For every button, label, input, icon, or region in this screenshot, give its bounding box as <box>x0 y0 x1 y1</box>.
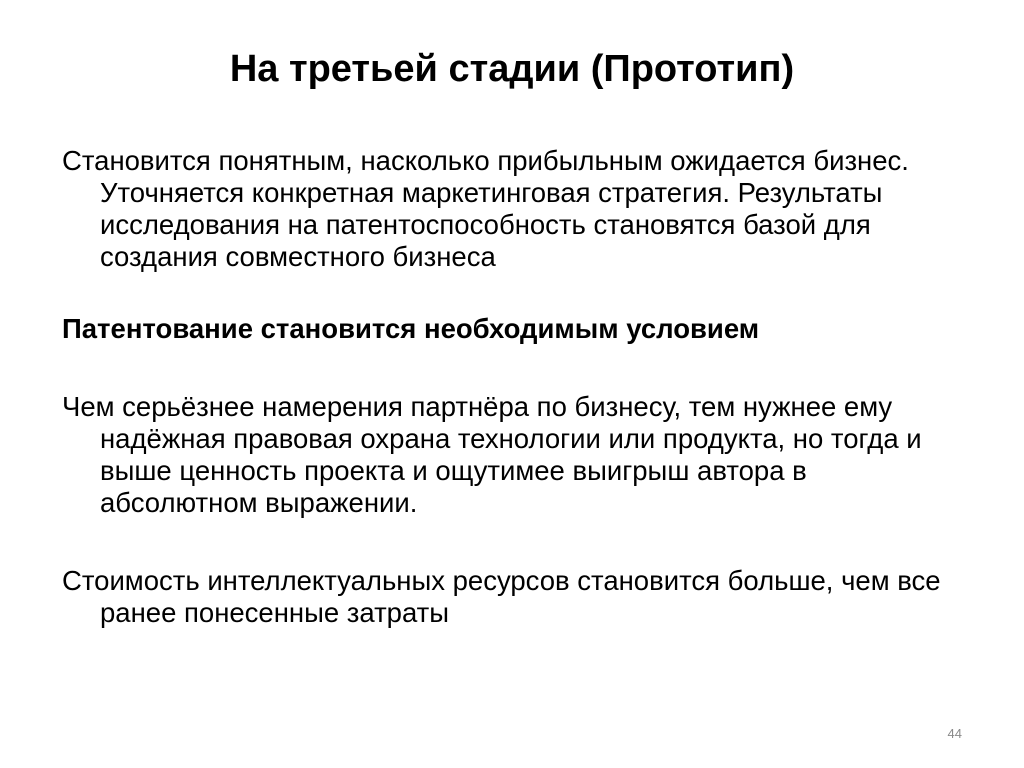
slide-title: На третьей стадии (Прототип) <box>229 48 795 90</box>
paragraph-resource-value: Стоимость интеллектуальных ресурсов становится больше, чем все ранее понесенные затраты <box>62 565 941 628</box>
paragraph-profitability: Становится понятным, насколько прибыльным ожидается бизнес. Уточняется конкретная маркетинговая стратегия. Результаты исследования на патентоспособность становятся базой для создания совместного бизнеса <box>62 145 909 272</box>
slide-body <box>62 145 962 629</box>
paragraph-patenting-required: Патентование становится необходимым условием <box>62 313 760 344</box>
paragraph-partner-intentions: Чем серьёзнее намерения партнёра по бизнесу, тем нужнее ему надёжная правовая охрана технологии или продукта, но тогда и выше ценность проекта и ощутимее выигрыш автора в абсолютном выражении. <box>62 391 922 518</box>
page-number: 44 <box>947 726 962 741</box>
